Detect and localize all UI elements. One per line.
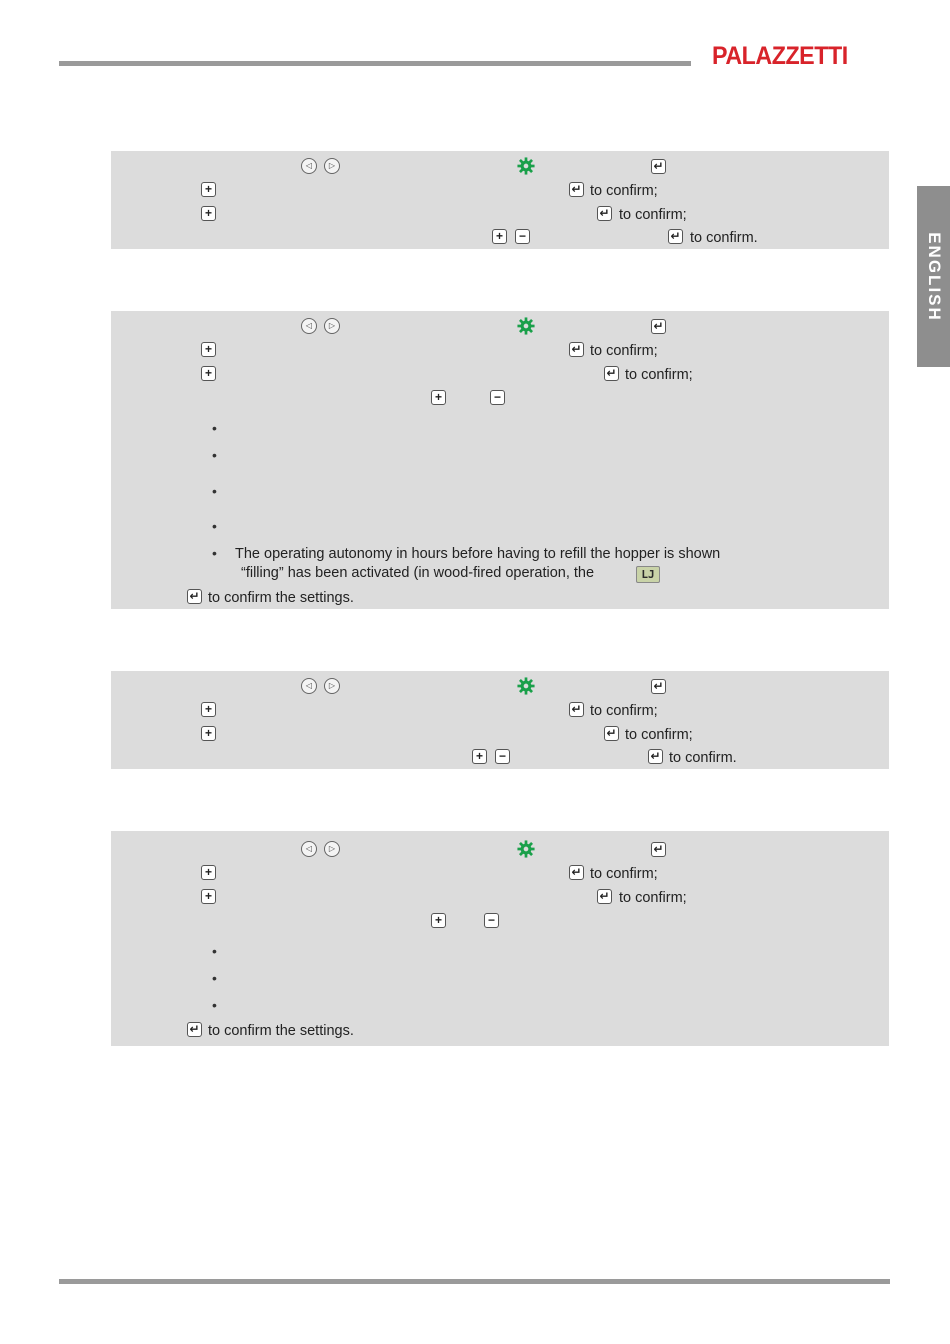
plus-button-icon: + [431, 390, 446, 405]
enter-button-icon: ↵ [187, 589, 202, 604]
right-arrow-button-icon: ▷ [324, 841, 340, 857]
plus-button-icon: + [201, 726, 216, 741]
enter-button-icon: ↵ [648, 749, 663, 764]
instruction-panel-3 [111, 671, 889, 769]
confirm-settings-text: to confirm the settings. [208, 1023, 354, 1039]
plus-button-icon: + [201, 889, 216, 904]
right-arrow-button-icon: ▷ [324, 318, 340, 334]
bullet-text: The operating autonomy in hours before having to refill the hopper is shown [235, 546, 721, 562]
language-tab [917, 186, 950, 367]
plus-button-icon: + [201, 182, 216, 197]
enter-button-icon: ↵ [569, 342, 584, 357]
enter-button-icon: ↵ [569, 702, 584, 717]
enter-button-icon: ↵ [651, 842, 666, 857]
right-arrow-button-icon: ▷ [324, 158, 340, 174]
lcd-display-icon: LJ [636, 566, 660, 583]
left-arrow-button-icon: ◁ [301, 318, 317, 334]
confirm-text: to confirm; [590, 183, 658, 199]
minus-button-icon: − [515, 229, 530, 244]
confirm-text: to confirm. [690, 230, 758, 246]
header-rule [59, 61, 691, 66]
enter-button-icon: ↵ [569, 182, 584, 197]
bullet-marker: • [212, 518, 217, 534]
instruction-panel-1 [111, 151, 889, 249]
enter-button-icon: ↵ [651, 679, 666, 694]
right-arrow-button-icon: ▷ [324, 678, 340, 694]
enter-button-icon: ↵ [651, 159, 666, 174]
enter-button-icon: ↵ [597, 889, 612, 904]
confirm-text: to confirm; [590, 866, 658, 882]
left-arrow-button-icon: ◁ [301, 841, 317, 857]
plus-button-icon: + [492, 229, 507, 244]
gear-icon [517, 157, 535, 175]
enter-button-icon: ↵ [187, 1022, 202, 1037]
confirm-text: to confirm; [625, 367, 693, 383]
plus-button-icon: + [201, 206, 216, 221]
plus-button-icon: + [201, 865, 216, 880]
bullet-marker: • [212, 970, 217, 986]
minus-button-icon: − [490, 390, 505, 405]
instruction-panel-4 [111, 831, 889, 1046]
bullet-marker: • [212, 483, 217, 499]
confirm-text: to confirm. [669, 750, 737, 766]
plus-button-icon: + [472, 749, 487, 764]
enter-button-icon: ↵ [569, 865, 584, 880]
bullet-marker: • [212, 545, 217, 561]
enter-button-icon: ↵ [651, 319, 666, 334]
brand-logo: PALAZZETTI [712, 42, 848, 70]
confirm-text: to confirm; [590, 703, 658, 719]
confirm-text: to confirm; [619, 207, 687, 223]
plus-button-icon: + [431, 913, 446, 928]
instruction-panel-2 [111, 311, 889, 609]
gear-icon [517, 677, 535, 695]
confirm-text: to confirm; [619, 890, 687, 906]
bullet-marker: • [212, 447, 217, 463]
confirm-text: to confirm; [590, 343, 658, 359]
bullet-continuation-text: “filling” has been activated (in wood-fired operation, the [241, 565, 595, 581]
enter-button-icon: ↵ [597, 206, 612, 221]
bullet-marker: • [212, 943, 217, 959]
plus-button-icon: + [201, 366, 216, 381]
enter-button-icon: ↵ [604, 726, 619, 741]
confirm-settings-text: to confirm the settings. [208, 590, 354, 606]
footer-rule [59, 1279, 890, 1284]
minus-button-icon: − [484, 913, 499, 928]
bullet-marker: • [212, 420, 217, 436]
enter-button-icon: ↵ [604, 366, 619, 381]
left-arrow-button-icon: ◁ [301, 158, 317, 174]
plus-button-icon: + [201, 702, 216, 717]
gear-icon [517, 317, 535, 335]
minus-button-icon: − [495, 749, 510, 764]
confirm-text: to confirm; [625, 727, 693, 743]
language-tab-label: ENGLISH [924, 231, 944, 322]
left-arrow-button-icon: ◁ [301, 678, 317, 694]
gear-icon [517, 840, 535, 858]
bullet-marker: • [212, 997, 217, 1013]
enter-button-icon: ↵ [668, 229, 683, 244]
plus-button-icon: + [201, 342, 216, 357]
